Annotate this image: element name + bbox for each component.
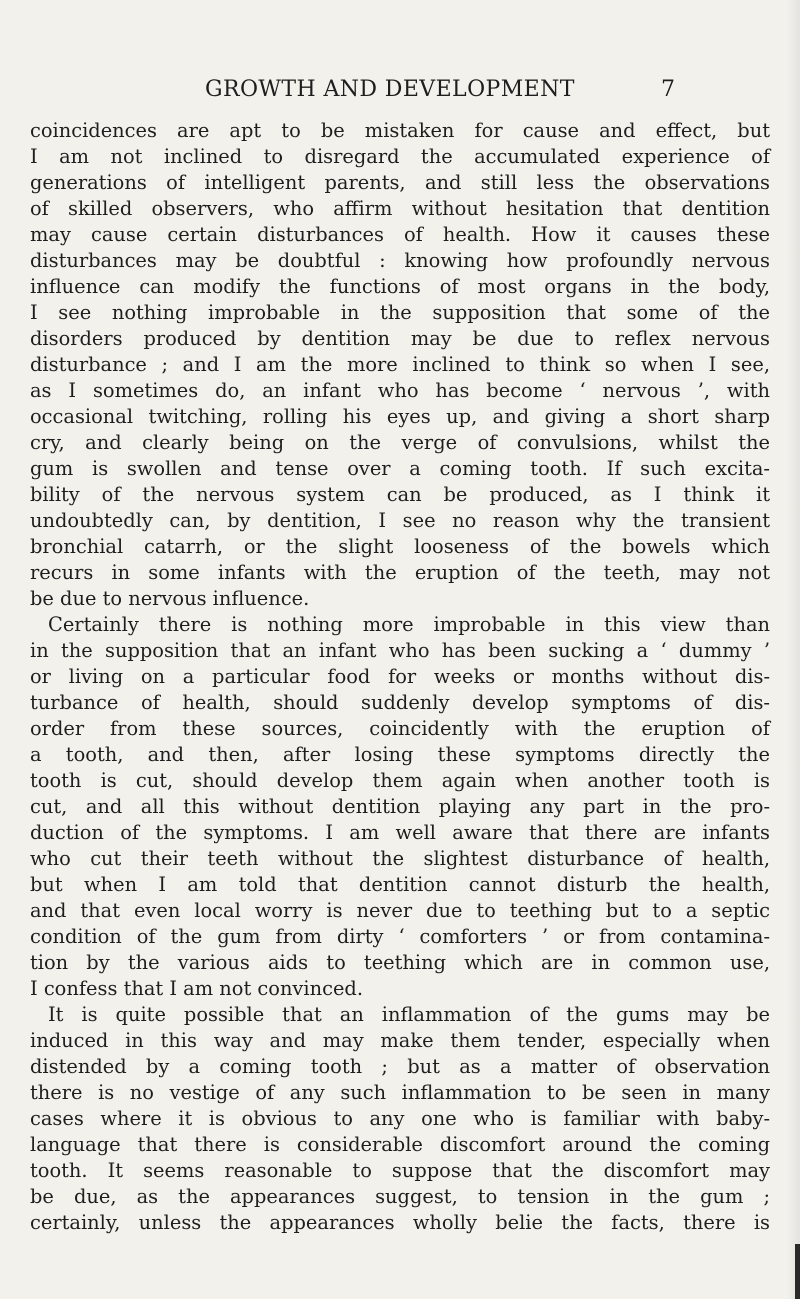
text-line: and that even local worry is never due to teething but to a septic [30,899,770,922]
text-line: I see nothing improbable in the supposition that some of the [30,301,770,324]
text-line: I am not inclined to disregard the accumulated experience of [30,145,770,168]
text-line: be due to nervous influence. [30,587,310,610]
text-line: turbance of health, should suddenly develop symptoms of dis- [30,691,770,714]
text-line: tion by the various aids to teething which are in common use, [30,951,770,974]
text-line: I confess that I am not convinced. [30,977,363,1000]
text-line: It is quite possible that an inflammation of the gums may be [48,1003,770,1026]
text-line: recurs in some infants with the eruption of the teeth, may not [30,561,770,584]
running-title: GROWTH AND DEVELOPMENT [205,77,575,102]
text-line: cut, and all this without dentition playing any part in the pro- [30,795,770,818]
text-line: duction of the symptoms. I am well aware that there are infants [30,821,770,844]
text-line: condition of the gum from dirty ‘ comforters ’ or from contamina- [30,925,770,948]
text-line: tooth. It seems reasonable to suppose that the discomfort may [30,1159,770,1182]
text-line: gum is swollen and tense over a coming tooth. If such excita- [30,457,770,480]
text-line: who cut their teeth without the slightest disturbance of health, [30,847,770,870]
text-line: influence can modify the functions of most organs in the body, [30,275,770,298]
text-line: coincidences are apt to be mistaken for cause and effect, but [30,119,770,142]
text-line: induced in this way and may make them tender, especially when [30,1029,770,1052]
text-line: bility of the nervous system can be produced, as I think it [30,483,770,506]
text-line: a tooth, and then, after losing these symptoms directly the [30,743,770,766]
text-line: bronchial catarrh, or the slight looseness of the bowels which [30,535,770,558]
text-line: in the supposition that an infant who has been sucking a ‘ dummy ’ [30,639,770,662]
text-line: generations of intelligent parents, and still less the observations [30,171,770,194]
text-line: disorders produced by dentition may be due to reflex nervous [30,327,770,350]
page-edge-mark [795,1244,800,1299]
text-line: certainly, unless the appearances wholly belie the facts, there is [30,1211,770,1234]
running-head [205,77,725,105]
text-line: tooth is cut, should develop them again when another tooth is [30,769,770,792]
page-edge-shadow [786,0,800,1299]
text-line: but when I am told that dentition cannot disturb the health, [30,873,770,896]
page-number: 7 [661,77,675,102]
text-line: undoubtedly can, by dentition, I see no reason why the transient [30,509,770,532]
text-line: occasional twitching, rolling his eyes up, and giving a short sharp [30,405,770,428]
text-line: disturbance ; and I am the more inclined to think so when I see, [30,353,770,376]
text-line: or living on a particular food for weeks or months without dis- [30,665,770,688]
text-line: cases where it is obvious to any one who is familiar with baby- [30,1107,770,1130]
text-line: order from these sources, coincidently with the eruption of [30,717,770,740]
text-line: there is no vestige of any such inflammation to be seen in many [30,1081,770,1104]
text-line: of skilled observers, who affirm without hesitation that dentition [30,197,770,220]
text-line: cry, and clearly being on the verge of convulsions, whilst the [30,431,770,454]
text-line: may cause certain disturbances of health. How it causes these [30,223,770,246]
text-line: distended by a coming tooth ; but as a matter of observation [30,1055,770,1078]
text-line: as I sometimes do, an infant who has become ‘ nervous ’, with [30,379,770,402]
text-line: disturbances may be doubtful : knowing how profoundly nervous [30,249,770,272]
text-line: Certainly there is nothing more improbable in this view than [48,613,770,636]
text-line: be due, as the appearances suggest, to tension in the gum ; [30,1185,770,1208]
text-line: language that there is considerable discomfort around the coming [30,1133,770,1156]
